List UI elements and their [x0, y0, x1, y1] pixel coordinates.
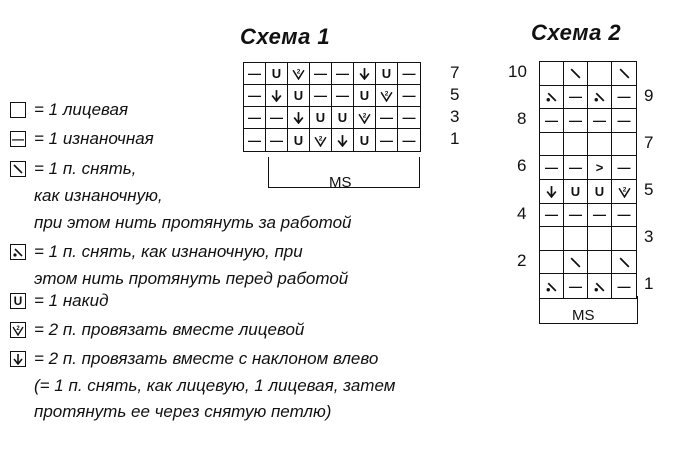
legend-knit: = 1 лицевая — [34, 100, 129, 119]
svg-text:2: 2 — [362, 112, 367, 120]
stitch-yo: U — [332, 107, 354, 129]
scheme2-row-number-right: 9 — [644, 85, 654, 105]
stitch-ssk — [332, 129, 354, 151]
stitch-sl_wyib — [564, 251, 588, 275]
stitch-p: — — [540, 204, 564, 228]
scheme1-row-number: 7 — [450, 63, 460, 82]
stitch-k — [588, 133, 612, 157]
legend-slip-wyib-2: как изнаночную, — [34, 186, 163, 205]
scheme2-row-number-left: 2 — [517, 250, 527, 270]
stitch-p: — — [398, 85, 420, 107]
stitch-k — [564, 227, 588, 251]
scheme1-row-number: 5 — [450, 85, 460, 104]
yarn-over-symbol: U — [10, 293, 26, 309]
stitch-k2tog — [310, 129, 332, 151]
stitch-yo: U — [266, 63, 288, 85]
stitch-yo: U — [288, 85, 310, 107]
stitch-k — [612, 133, 636, 157]
purl-symbol: — — [12, 132, 24, 146]
legend-slip-wyif-1: = 1 п. снять, как изнаночную, при — [34, 242, 303, 261]
stitch-p: — — [266, 107, 288, 129]
stitch-k — [588, 227, 612, 251]
stitch-yo: U — [288, 129, 310, 151]
scheme2-grid — [539, 61, 637, 299]
stitch-k — [564, 133, 588, 157]
stitch-yo: U — [354, 129, 376, 151]
stitch-cable: > — [588, 156, 612, 180]
stitch-k2tog — [376, 85, 398, 107]
scheme1-title: Схема 1 — [240, 24, 331, 49]
stitch-yo: U — [310, 107, 332, 129]
stitch-p: — — [402, 132, 416, 148]
stitch-ssk — [540, 180, 564, 204]
stitch-k — [540, 133, 564, 157]
scheme2-row-number-left: 8 — [517, 109, 527, 129]
stitch-p: — — [588, 109, 612, 133]
svg-text:2: 2 — [296, 68, 301, 76]
stitch-p: — — [617, 278, 631, 294]
stitch-p: — — [540, 109, 564, 133]
stitch-p: — — [612, 86, 636, 110]
stitch-p: — — [244, 107, 266, 129]
knit-symbol — [10, 102, 26, 118]
scheme1-row-number: 1 — [450, 129, 460, 148]
slip-wyib-symbol — [10, 161, 26, 177]
stitch-ssk — [266, 85, 288, 107]
scheme2-row-number-left: 10 — [508, 62, 527, 81]
scheme2-ms-label: MS — [572, 307, 595, 324]
scheme2-row-number-right: 1 — [644, 274, 654, 294]
svg-text:2: 2 — [384, 90, 389, 98]
stitch-k2tog — [354, 107, 376, 129]
stitch-sl_wyib — [564, 62, 588, 86]
svg-text:2: 2 — [622, 186, 626, 194]
legend-ssk-3: протянуть ее через снятую петлю) — [34, 402, 332, 421]
stitch-p: — — [588, 204, 612, 228]
stitch-k2tog — [612, 180, 636, 204]
ssk-symbol — [10, 351, 26, 367]
scheme2-row-number-left: 6 — [517, 156, 527, 176]
stitch-p: — — [332, 85, 354, 107]
stitch-sl_wyif — [540, 86, 564, 110]
legend-purl: = 1 изнаночная — [34, 129, 154, 148]
legend-ssk-1: = 2 п. провязать вместе с наклоном влево — [34, 349, 379, 368]
k2tog-digit: 2 — [16, 326, 20, 332]
legend-yarn-over: = 1 накид — [34, 291, 109, 310]
legend-ssk-2: (= 1 п. снять, как лицевую, 1 лицевая, затем — [34, 376, 396, 395]
stitch-k — [540, 62, 564, 86]
stitch-p: — — [612, 204, 636, 228]
stitch-yo: U — [376, 63, 398, 85]
stitch-k — [612, 227, 636, 251]
legend-slip-wyib-3: при этом нить протянуть за работой — [34, 213, 352, 232]
scheme2-row-number-right: 7 — [644, 132, 654, 152]
slip-wyif-symbol — [10, 244, 26, 260]
stitch-yo: U — [588, 180, 612, 204]
stitch-p: — — [564, 156, 588, 180]
stitch-yo: U — [564, 180, 588, 204]
stitch-p: — — [612, 109, 636, 133]
scheme1-ms-label: MS — [329, 174, 352, 191]
stitch-k — [540, 227, 564, 251]
stitch-sl_wyib — [612, 62, 636, 86]
stitch-p: — — [564, 86, 588, 110]
stitch-p: — — [244, 85, 266, 107]
stitch-k — [540, 251, 564, 275]
scheme1-grid — [243, 62, 421, 152]
stitch-p: — — [540, 156, 564, 180]
scheme2-row-number-right: 3 — [644, 227, 654, 247]
svg-text:2: 2 — [318, 135, 323, 142]
stitch-p: — — [310, 63, 332, 85]
stitch-k — [588, 62, 612, 86]
stitch-sl_wyif — [588, 274, 612, 298]
stitch-p: — — [244, 63, 266, 85]
stitch-p: — — [310, 85, 332, 107]
stitch-p: — — [398, 107, 420, 129]
stitch-sl_wyif — [588, 86, 612, 110]
stitch-p: — — [564, 204, 588, 228]
legend-slip-wyib-1: = 1 п. снять, — [34, 159, 137, 178]
scheme2-row-number-left: 4 — [517, 203, 527, 223]
scheme1-row-number: 3 — [450, 107, 460, 126]
stitch-ssk — [288, 107, 310, 129]
stitch-p: — — [376, 129, 398, 151]
stitch-p: — — [612, 156, 636, 180]
stitch-p: — — [376, 107, 398, 129]
stitch-p: — — [564, 109, 588, 133]
stitch-ssk — [354, 63, 376, 85]
stitch-k2tog — [288, 63, 310, 85]
stitch-sl_wyib — [612, 251, 636, 275]
scheme2-title: Схема 2 — [531, 20, 622, 45]
k2tog-symbol — [10, 322, 26, 338]
stitch-sl_wyif — [540, 274, 564, 298]
legend-k2tog: = 2 п. провязать вместе лицевой — [34, 320, 305, 339]
stitch-p: — — [266, 129, 288, 151]
stitch-yo: U — [354, 85, 376, 107]
stitch-k — [588, 251, 612, 275]
stitch-p: — — [244, 129, 266, 151]
legend-slip-wyif-2: этом нить протянуть перед работой — [34, 269, 349, 288]
stitch-p: — — [398, 63, 420, 85]
scheme2-row-number-right: 5 — [644, 180, 654, 199]
stitch-p: — — [332, 63, 354, 85]
stitch-p: — — [564, 274, 588, 298]
